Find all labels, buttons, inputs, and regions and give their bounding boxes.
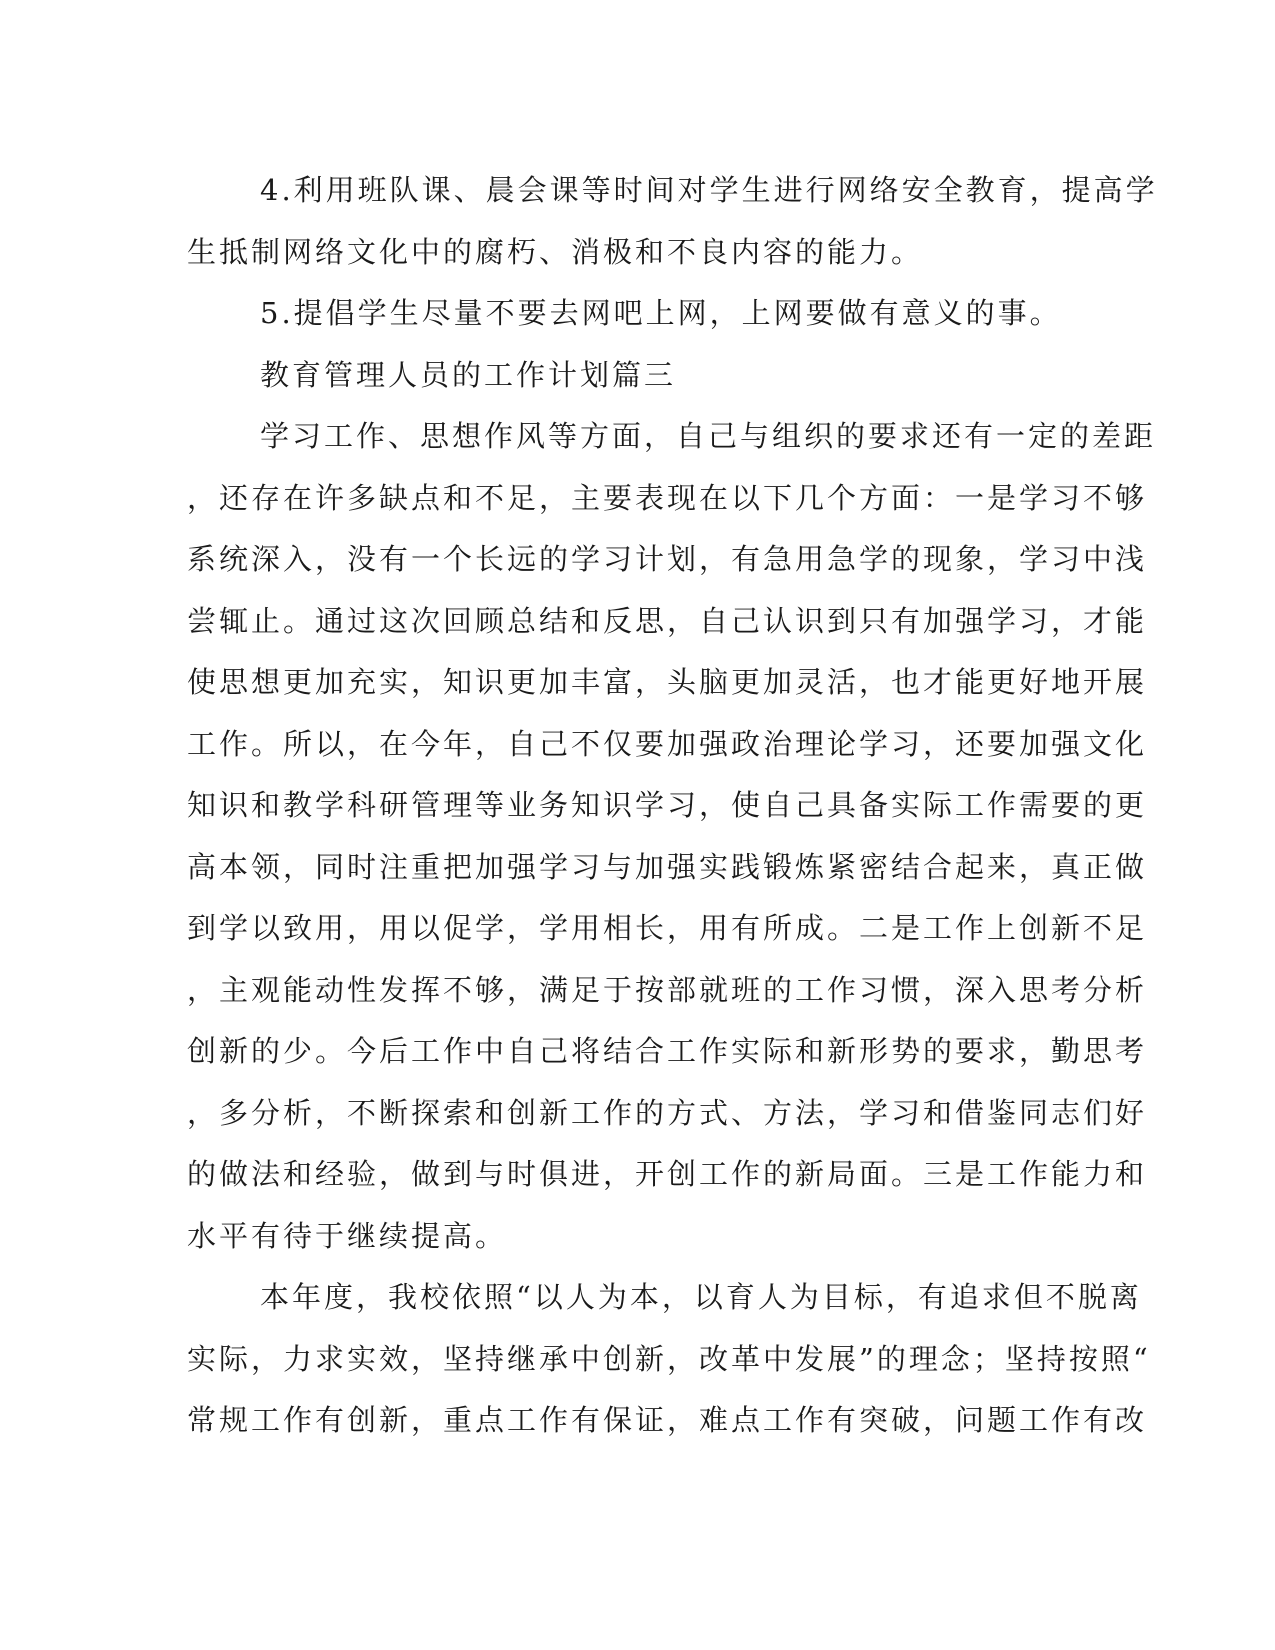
text-line: 学习工作、思想作风等方面，自己与组织的要求还有一定的差距	[260, 419, 1157, 453]
text-line: 5.提倡学生尽量不要去网吧上网，上网要做有意义的事。	[260, 296, 1062, 330]
text-line: 本年度，我校依照“以人为本，以育人为目标，有追求但不脱离	[260, 1280, 1142, 1314]
text-line: 尝辄止。通过这次回顾总结和反思，自己认识到只有加强学习，才能	[187, 603, 1148, 638]
text-line: 的做法和经验，做到与时俱进，开创工作的新局面。三是工作能力和	[187, 1157, 1148, 1191]
text-line: ，还存在许多缺点和不足，主要表现在以下几个方面：一是学习不够	[187, 480, 1148, 515]
text-line: 水平有待于继续提高。	[187, 1218, 508, 1253]
text-line: 使思想更加充实，知识更加丰富，头脑更加灵活，也才能更好地开展	[187, 665, 1148, 699]
text-line: ，主观能动性发挥不够，满足于按部就班的工作习惯，深入思考分析	[187, 972, 1148, 1007]
text-line: 创新的少。今后工作中自己将结合工作实际和新形势的要求，勤思考	[187, 1034, 1148, 1068]
text-line: 实际，力求实效，坚持继承中创新，改革中发展”的理念；坚持按照“	[187, 1341, 1151, 1376]
text-line: 常规工作有创新，重点工作有保证，难点工作有突破，问题工作有改	[187, 1403, 1148, 1437]
text-line: 工作。所以，在今年，自己不仅要加强政治理论学习，还要加强文化	[187, 726, 1148, 761]
section-heading: 教育管理人员的工作计划篇三	[260, 357, 677, 392]
text-line: 系统深入，没有一个长远的学习计划，有急用急学的现象，学习中浅	[187, 542, 1148, 576]
text-line: 生抵制网络文化中的腐朽、消极和不良内容的能力。	[187, 234, 924, 269]
text-line: ，多分析，不断探索和创新工作的方式、方法，学习和借鉴同志们好	[187, 1095, 1148, 1130]
text-line: 知识和教学科研管理等业务知识学习，使自己具备实际工作需要的更	[187, 788, 1148, 822]
text-line: 高本领，同时注重把加强学习与加强实践锻炼紧密结合起来，真正做	[187, 849, 1148, 884]
document-body	[187, 160, 1158, 1452]
text-line: 4.利用班队课、晨会课等时间对学生进行网络安全教育，提高学	[260, 173, 1158, 207]
text-line: 到学以致用，用以促学，学用相长，用有所成。二是工作上创新不足	[187, 911, 1148, 945]
